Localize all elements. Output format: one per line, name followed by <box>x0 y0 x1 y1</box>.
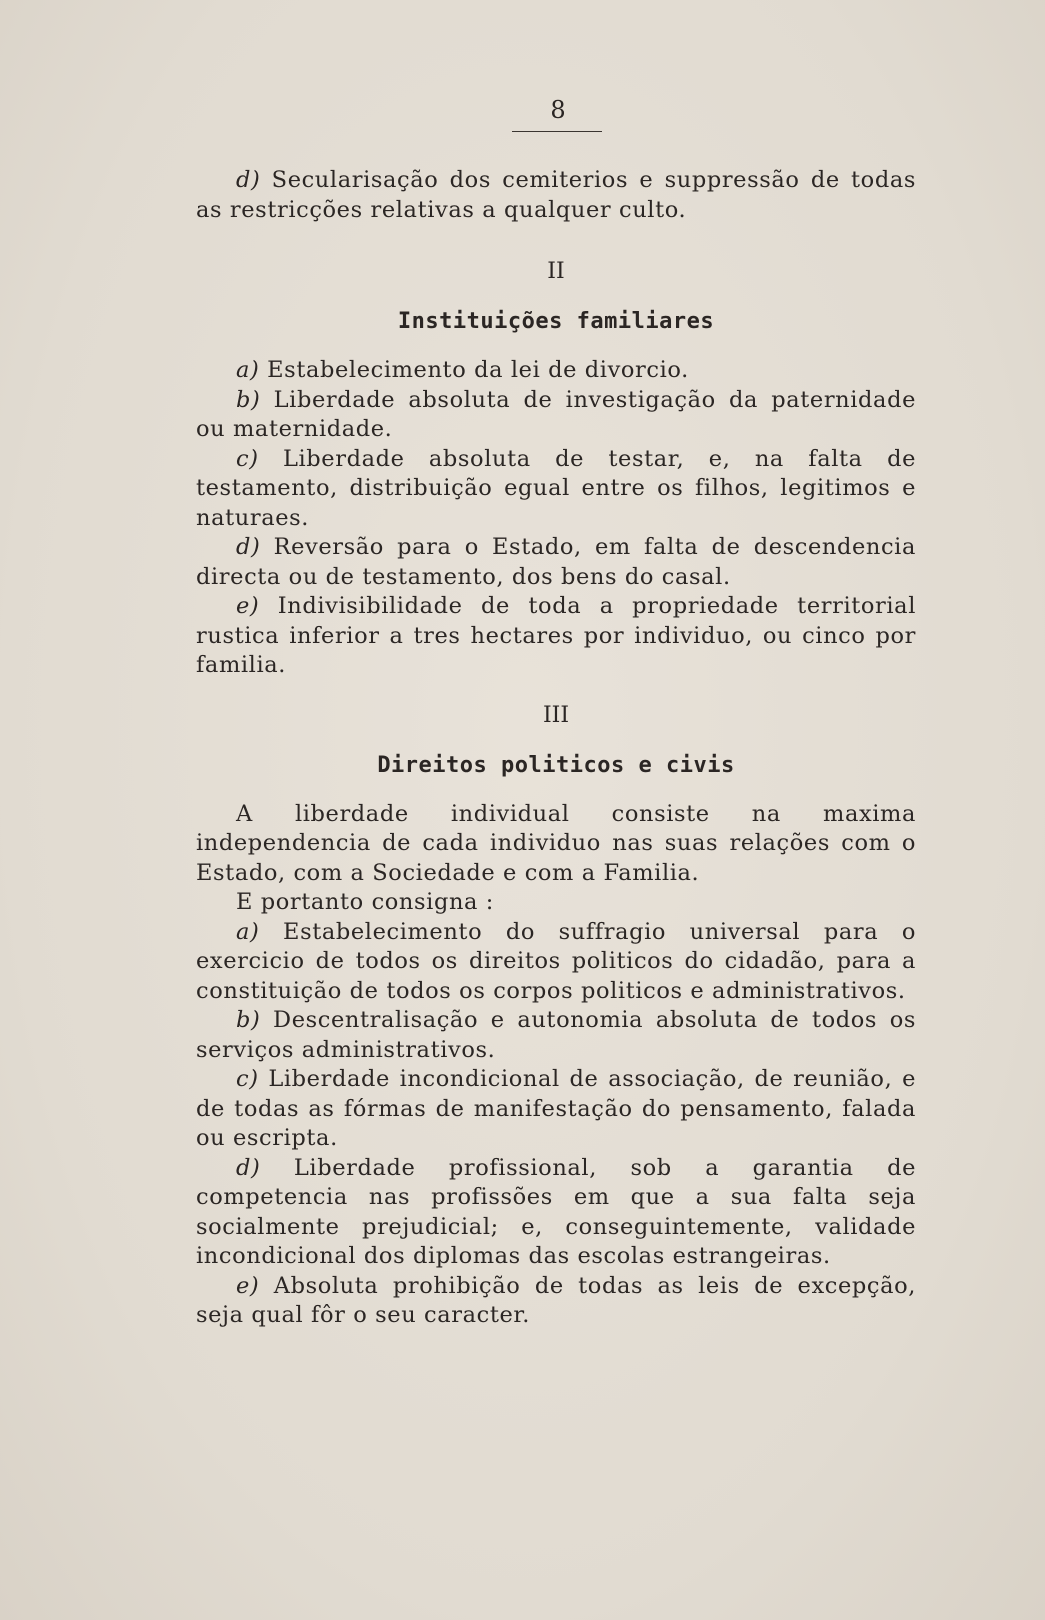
section-iii-item-a <box>196 918 916 1007</box>
item-label: d) <box>236 167 261 193</box>
page-number-rule <box>512 131 602 132</box>
section-iii-item-d <box>196 1154 916 1272</box>
section-ii-item-d <box>196 533 916 592</box>
item-label: a) <box>236 918 260 945</box>
item-text: Reversão para o Estado, em falta de descendencia directa ou de testamento, dos bens do casal. <box>196 534 916 590</box>
item-text: Liberdade absoluta de testar, e, na falta de testamento, distribuição egual entre os filhos, legitimos e naturaes. <box>196 445 916 531</box>
section-iii-intro: A liberdade individual consiste na maxima independencia de cada individuo nas suas relações com o Estado, com a Sociedade e com a Familia. <box>196 800 916 886</box>
item-text: Liberdade incondicional de associação, de reunião, e de todas as fórmas de manifestação do pensamento, falada ou escripta. <box>196 1066 916 1151</box>
section-ii-item-c <box>196 445 916 534</box>
section-ii-title: Instituições familiares <box>397 309 715 334</box>
item-label: e) <box>236 1272 260 1299</box>
item-text: Liberdade profissional, sob a garantia de competencia nas profissões em que a sua falta seja socialmente prejudicial; e, conseguintemente, validade incondicional dos diplomas das escolas estrangeiras. <box>196 1154 916 1269</box>
section-ii-item-a <box>196 356 916 386</box>
page-number: 8 <box>550 96 566 124</box>
item-text: Liberdade absoluta de investigação da paternidade ou maternidade. <box>196 386 916 442</box>
item-label: c) <box>236 1066 259 1092</box>
item-label: d) <box>236 534 261 560</box>
item-text: Indivisibilidade de toda a propriedade territorial rustica inferior a tres hectares por individuo, ou cinco por familia. <box>196 593 916 678</box>
item-text: Secularisação dos cemiterios e suppressão de todas as restricções relativas a qualquer culto. <box>196 167 916 223</box>
item-text: Estabelecimento do suffragio universal para o exercicio de todos os direitos politicos do cidadão, para a constituição de todos os corpos politicos e administrativos. <box>196 918 916 1004</box>
page-body <box>196 166 916 1331</box>
item-label: b) <box>236 1007 261 1033</box>
item-label: d) <box>236 1154 261 1181</box>
section-iii-item-c <box>196 1065 916 1154</box>
section-iii-item-e <box>196 1272 916 1331</box>
item-text: Absoluta prohibição de todas as leis de excepção, seja qual fôr o seu caracter. <box>196 1272 916 1328</box>
section-ii-numeral: II <box>547 259 565 284</box>
section-iii-consigna: E portanto consigna : <box>236 889 494 915</box>
section-ii-item-b <box>196 386 916 445</box>
item-d-secularisation <box>196 166 916 225</box>
section-ii-item-e <box>196 592 916 681</box>
item-label: a) <box>236 357 260 383</box>
section-iii-title: Direitos politicos e civis <box>377 752 735 778</box>
section-iii-item-b <box>196 1006 916 1065</box>
item-label: e) <box>236 593 260 619</box>
item-label: b) <box>236 386 261 413</box>
section-iii-numeral: III <box>542 702 570 728</box>
item-text: Descentralisação e autonomia absoluta de todos os serviços administrativos. <box>196 1007 916 1063</box>
item-label: c) <box>236 445 259 472</box>
item-text: Estabelecimento da lei de divorcio. <box>259 357 689 383</box>
